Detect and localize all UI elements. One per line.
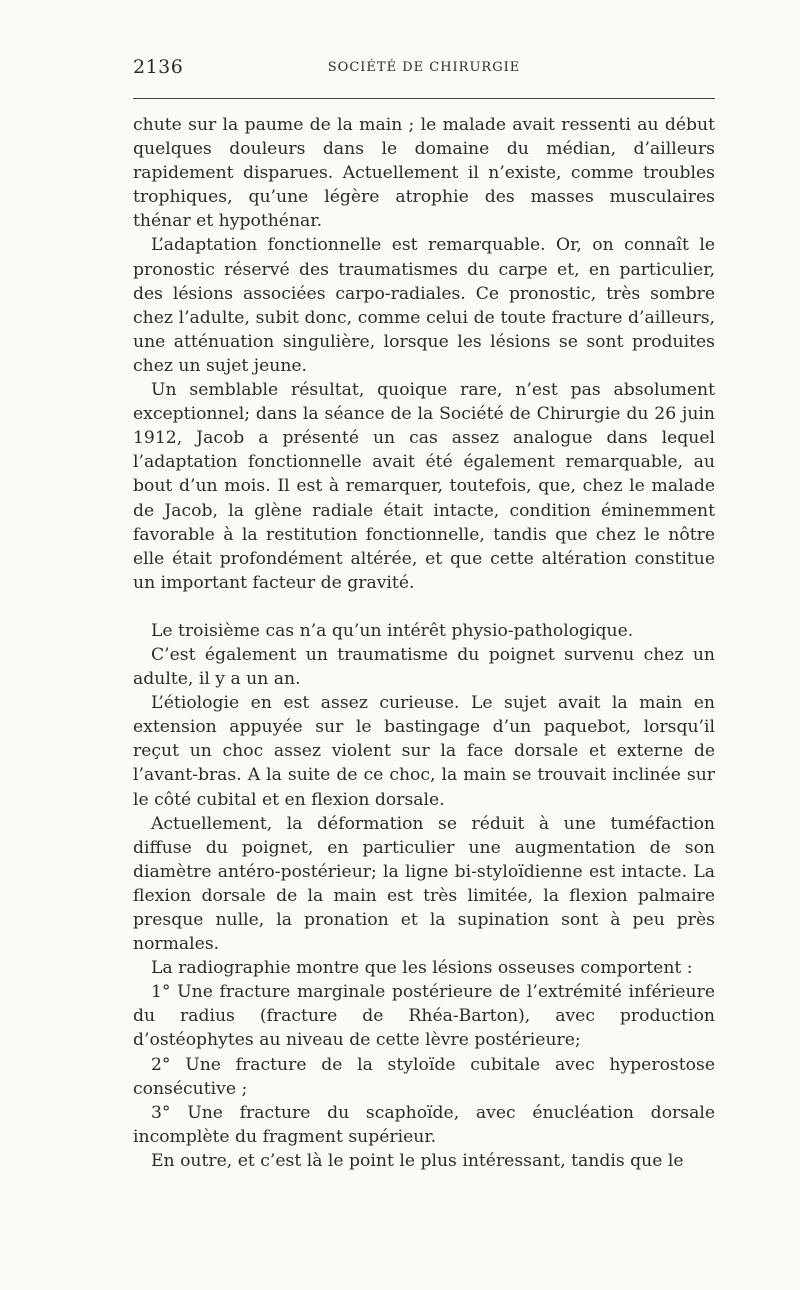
paragraph: En outre, et c’est là le point le plus intéressant, tandis que le — [151, 1150, 684, 1171]
paragraph: La radiographie montre que les lésions osseuses comportent : — [151, 958, 693, 979]
paragraph: C’est également un traumatisme du poignet survenu chez un adulte, il y a un an. — [133, 644, 715, 690]
page-header — [133, 56, 715, 86]
paragraph: Le troisième cas n’a qu’un intérêt physio-pathologique. — [151, 620, 634, 641]
header-rule — [133, 98, 715, 99]
paragraph: L’adaptation fonctionnelle est remarquable. Or, on connaît le pronostic réservé des traumatismes du carpe et, en particulier, des lésions associées carpo-radiales. Ce pronostic, très sombre chez l’adulte, subit donc, comme celui de toute fracture d’ailleurs, une atténuation singulière, lorsque les lésions se sont produites chez un sujet jeune. — [133, 235, 715, 376]
page-number: 2136 — [133, 56, 184, 78]
paragraph: Actuellement, la déformation se réduit à une tuméfaction diffuse du poignet, en particulier une augmentation de son diamètre antéro-postérieur; la ligne bi-styloïdienne est intacte. La flexion dorsale de la main est très limitée, la flexion palmaire presque nulle, la pronation et la supination sont à peu près normales. — [133, 813, 715, 955]
list-item: 2° Une fracture de la styloïde cubitale avec hyperostose consécutive ; — [133, 1054, 715, 1099]
list-item: 3° Une fracture du scaphoïde, avec énucléation dorsale incomplète du fragment supérieur. — [133, 1102, 715, 1147]
paragraph: L’étiologie en est assez curieuse. Le sujet avait la main en extension appuyée sur le bastingage d’un paquebot, lorsqu’il reçut un choc assez violent sur la face dorsale et externe de l’avant-bras. A la suite de ce choc, la main se trouvait inclinée sur le côté cubital et en flexion dorsale. — [133, 693, 715, 810]
paragraph: Un semblable résultat, quoique rare, n’est pas absolument exceptionnel; dans la séance de la Société de Chirurgie du 26 juin 1912, Jacob a présenté un cas assez analogue dans lequel l’adaptation fonctionnelle avait été également remarquable, au bout d’un mois. Il est à remarquer, toutefois, que, chez le malade de Jacob, la glène radiale était intacte, condition éminemment favorable à la restitution fonctionnelle, tandis que chez le nôtre elle était profondément altérée, et que cette altération constitue un important facteur de gravité. — [133, 380, 715, 593]
running-title: SOCIÉTÉ DE CHIRURGIE — [327, 60, 521, 75]
paragraph-continued: chute sur la paume de la main ; le malade avait ressenti au début quelques douleurs dans le domaine du médian, d’ailleurs rapidement disparues. Actuellement il n’existe, comme troubles trophiques, qu’une légère atrophie des masses musculaires thénar et hypothénar. — [133, 115, 715, 232]
page-body — [133, 113, 715, 1173]
list-item: 1° Une fracture marginale postérieure de l’extrémité inférieure du radius (fracture de Rhéa-Barton), avec production d’ostéophytes au niveau de cette lèvre postérieure; — [133, 982, 715, 1051]
